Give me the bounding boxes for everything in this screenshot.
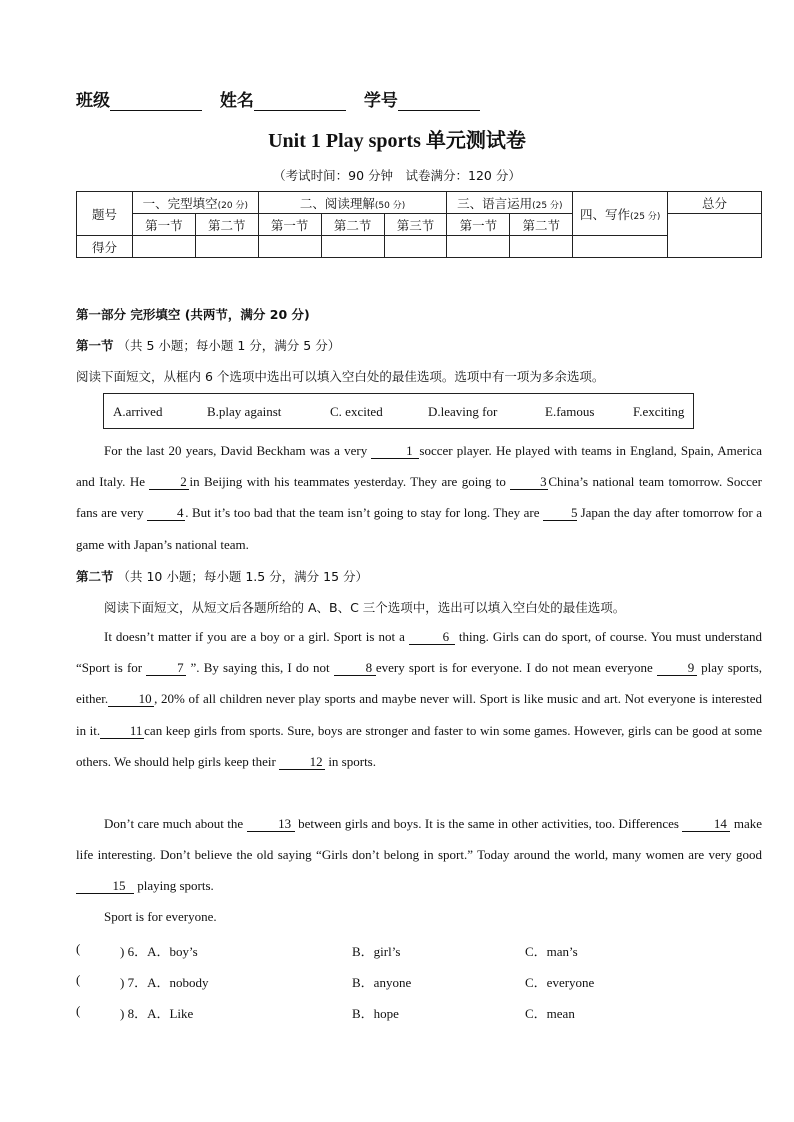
- score-cell[interactable]: [258, 236, 321, 258]
- class-blank[interactable]: [110, 94, 202, 111]
- passage-2-paragraph-1: It doesn’t matter if you are a boy or a girl. Sport is not a 6 thing. Girls can do sport, of course. You must understand “Sport is for 7 ”. By saying this, I do not 8 every sport is for everyone. I do not mean everyone 9 play sports, either. 10 , 20% of all children never play sports and maybe never will. Sport is like music and art. Not everyone is interested in it. 11 can keep girls from sports. Sure, boys are stronger and faster to win some games. However, girls can be good at some others. We should help girls keep their 12 in sports.: [76, 629, 763, 769]
- section1-instruction: 阅读下面短文，从框内 6 个选项中选出可以填入空白处的最佳选项。选项中有一项为多余选项。: [76, 369, 605, 384]
- student-id-blank[interactable]: [398, 94, 480, 111]
- score-cell[interactable]: [573, 236, 668, 258]
- option-box: [103, 393, 694, 429]
- passage-2-paragraph-2: Don’t care much about the 13 between girls and boys. It is the same in other activities, too. Differences 14 make life interesting. Don’t believe the old saying “Girls don’t belong in sport.” Today around the world, many women are very good 15 playing sports.: [76, 816, 763, 894]
- option-a: A.arrived: [113, 404, 163, 419]
- score-table-subsection: 第一节: [447, 214, 510, 236]
- score-table-subsection: 第二节: [510, 214, 573, 236]
- blank-3[interactable]: 3: [510, 474, 548, 490]
- student-info-line: [76, 86, 492, 111]
- score-cell[interactable]: [132, 236, 195, 258]
- passage-2-paragraph-3: Sport is for everyone.: [104, 909, 217, 924]
- section2-note: （共 10 小题；每小题 1.5 分，满分 15 分）: [117, 569, 369, 584]
- score-cell[interactable]: [321, 236, 384, 258]
- score-table-subsection: 第二节: [195, 214, 258, 236]
- question-6-option-b: B．girl’s: [352, 944, 401, 959]
- blank-13[interactable]: 13: [247, 816, 295, 832]
- score-table-part-4: 四、写作(25 分): [573, 192, 668, 236]
- score-table-subsection: 第二节: [321, 214, 384, 236]
- question-6-option-c: C．man’s: [525, 944, 578, 959]
- blank-7[interactable]: 7: [146, 660, 186, 676]
- option-c: C. excited: [330, 404, 383, 419]
- option-e: E.famous: [545, 404, 595, 419]
- score-cell[interactable]: [195, 236, 258, 258]
- question-7-option-a: ) 7．A．nobody: [120, 975, 209, 990]
- score-table-score-label: 得分: [77, 236, 133, 258]
- section1-heading: 第一节: [76, 338, 114, 353]
- score-table-part-1: 一、完型填空(20 分): [132, 192, 258, 214]
- option-d: D.leaving for: [428, 404, 498, 419]
- question-8-option-b: B．hope: [352, 1006, 399, 1021]
- section1-note: （共 5 小题；每小题 1 分，满分 5 分）: [117, 338, 341, 353]
- score-table-subsection: 第一节: [132, 214, 195, 236]
- option-f: F.exciting: [633, 404, 685, 419]
- score-cell[interactable]: [510, 236, 573, 258]
- name-blank[interactable]: [254, 94, 346, 111]
- section2-instruction: 阅读下面短文，从短文后各题所给的 A、B、C 三个选项中，选出可以填入空白处的最佳选项。: [104, 600, 626, 615]
- blank-11[interactable]: 11: [100, 723, 144, 739]
- page-subtitle: （考试时间：90 分钟 试卷满分：120 分）: [273, 168, 521, 183]
- page-title: Unit 1 Play sports 单元测试卷: [268, 130, 526, 152]
- blank-1[interactable]: 1: [371, 443, 419, 459]
- blank-8[interactable]: 8: [334, 660, 376, 676]
- blank-6[interactable]: 6: [409, 629, 455, 645]
- score-table: [76, 191, 762, 258]
- score-cell[interactable]: [447, 236, 510, 258]
- score-table-part-3: 三、语言运用(25 分): [447, 192, 573, 214]
- score-table-subsection: 第一节: [258, 214, 321, 236]
- blank-5[interactable]: 5: [543, 505, 577, 521]
- answer-paren[interactable]: (: [76, 941, 81, 956]
- question-7-option-b: B．anyone: [352, 975, 412, 990]
- blank-4[interactable]: 4: [147, 505, 185, 521]
- part1-heading: 第一部分 完形填空 (共两节，满分 20 分): [76, 307, 310, 322]
- class-label: 班级: [76, 91, 110, 111]
- answer-paren[interactable]: (: [76, 1003, 81, 1018]
- score-table-total-label: 总分: [668, 192, 762, 214]
- score-table-total-cell[interactable]: [668, 214, 762, 258]
- score-table-part-2: 二、阅读理解(50 分): [258, 192, 447, 214]
- question-8-option-a: ) 8．A．Like: [120, 1006, 194, 1021]
- blank-10[interactable]: 10: [108, 691, 154, 707]
- blank-9[interactable]: 9: [657, 660, 697, 676]
- score-table-item-label: 题号: [77, 192, 133, 236]
- score-cell[interactable]: [384, 236, 447, 258]
- answer-paren[interactable]: (: [76, 972, 81, 987]
- section2-heading: 第二节: [76, 569, 114, 584]
- question-6-option-a: ) 6．A．boy’s: [120, 944, 198, 959]
- blank-12[interactable]: 12: [279, 754, 325, 770]
- question-7-option-c: C．everyone: [525, 975, 595, 990]
- section2-heading-line: [76, 567, 368, 585]
- blank-15[interactable]: 15: [76, 878, 134, 894]
- score-table-subsection: 第三节: [384, 214, 447, 236]
- passage-1: For the last 20 years, David Beckham was a very 1 soccer player. He played with teams in England, Spain, America and Italy. He 2 in Beijing with his teammates yesterday. They are going to 3 China’s national team tomorrow. Soccer fans are very 4 . But it’s too bad that the team isn’t going to stay for long. They are 5 Japan the day after tomorrow for a game with Japan’s national team.: [76, 443, 763, 552]
- question-8-option-c: C．mean: [525, 1006, 575, 1021]
- student-id-label: 学号: [363, 91, 398, 111]
- section1-heading-line: [76, 336, 340, 354]
- blank-2[interactable]: 2: [149, 474, 189, 490]
- option-b: B.play against: [207, 404, 282, 419]
- blank-14[interactable]: 14: [682, 816, 730, 832]
- name-label: 姓名: [219, 91, 254, 111]
